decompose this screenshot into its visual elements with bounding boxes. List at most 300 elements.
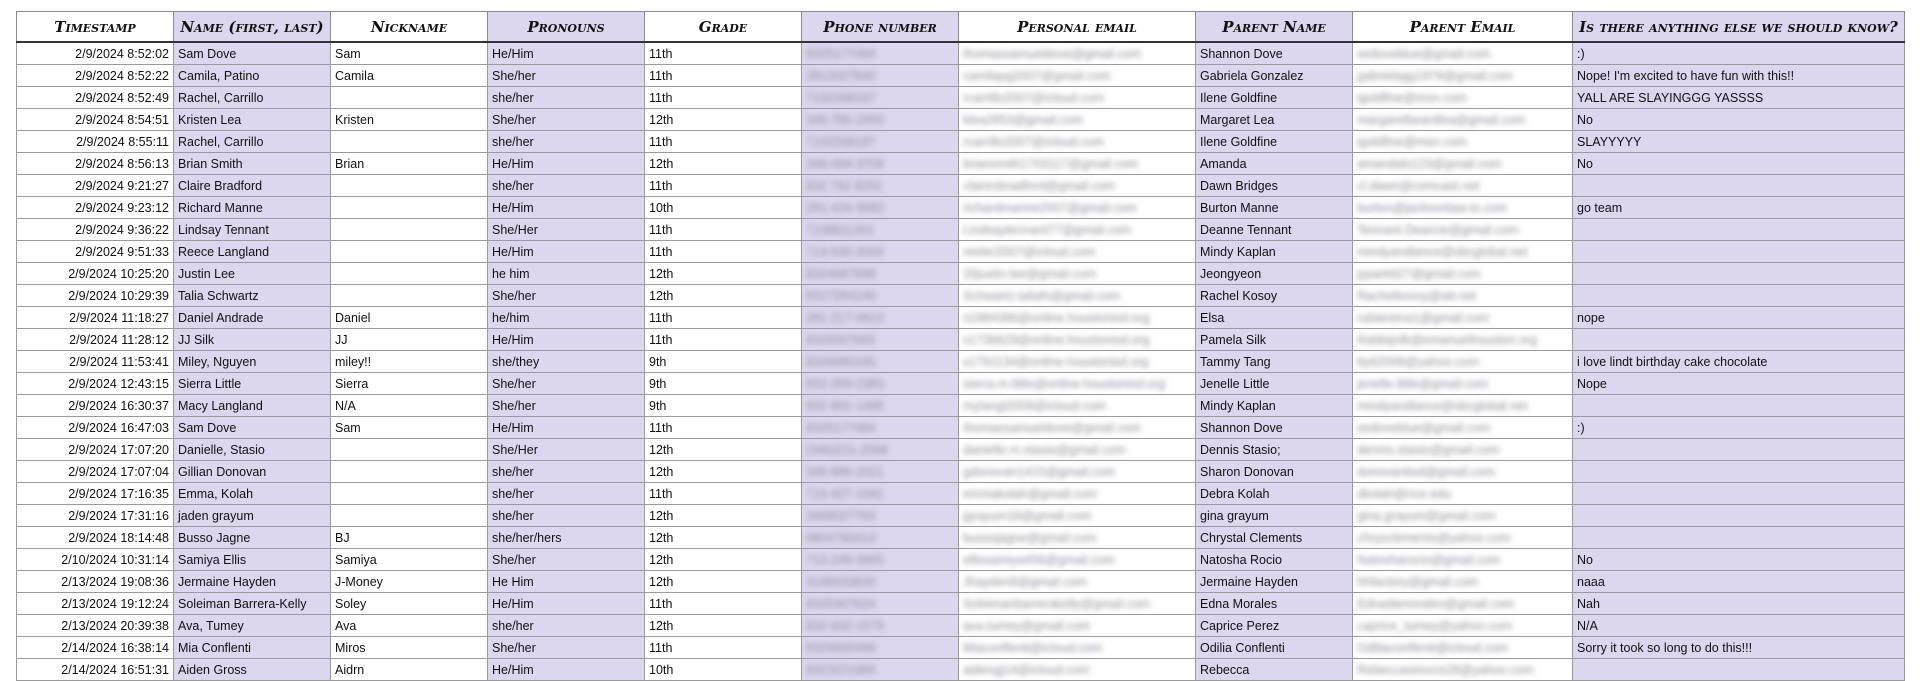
cell-parent-name[interactable]: Tammy Tang [1196, 351, 1353, 373]
cell-notes[interactable] [1573, 175, 1905, 197]
cell-grade[interactable]: 11th [645, 483, 802, 505]
cell-timestamp[interactable]: 2/9/2024 11:28:12 [17, 329, 174, 351]
cell-grade[interactable]: 11th [645, 329, 802, 351]
cell-parent-email[interactable] [1353, 131, 1573, 153]
cell-grade[interactable]: 10th [645, 659, 802, 681]
cell-nickname[interactable] [331, 483, 488, 505]
cell-pronouns[interactable]: She/Her [488, 439, 645, 461]
cell-phone-number[interactable] [802, 659, 959, 681]
cell-personal-email[interactable] [959, 109, 1196, 131]
cell-grade[interactable]: 11th [645, 637, 802, 659]
cell-nickname[interactable]: Daniel [331, 307, 488, 329]
cell-phone-number[interactable] [802, 241, 959, 263]
table-row[interactable] [17, 87, 1905, 109]
cell-nickname[interactable]: J-Money [331, 571, 488, 593]
cell-name[interactable]: Miley, Nguyen [174, 351, 331, 373]
cell-grade[interactable]: 12th [645, 109, 802, 131]
cell-parent-email[interactable] [1353, 417, 1573, 439]
cell-parent-name[interactable]: Amanda [1196, 153, 1353, 175]
cell-parent-name[interactable]: Shannon Dove [1196, 417, 1353, 439]
cell-pronouns[interactable]: She/Her [488, 219, 645, 241]
cell-parent-name[interactable]: Shannon Dove [1196, 42, 1353, 65]
cell-personal-email[interactable] [959, 175, 1196, 197]
cell-personal-email[interactable] [959, 571, 1196, 593]
cell-notes[interactable]: SLAYYYYY [1573, 131, 1905, 153]
cell-phone-number[interactable] [802, 615, 959, 637]
cell-personal-email[interactable] [959, 659, 1196, 681]
cell-personal-email[interactable] [959, 373, 1196, 395]
cell-notes[interactable]: naaa [1573, 571, 1905, 593]
cell-pronouns[interactable]: She/her [488, 637, 645, 659]
cell-name[interactable]: Sam Dove [174, 42, 331, 65]
cell-parent-name[interactable]: Burton Manne [1196, 197, 1353, 219]
table-row[interactable] [17, 241, 1905, 263]
cell-timestamp[interactable]: 2/9/2024 17:07:20 [17, 439, 174, 461]
cell-pronouns[interactable]: He/Him [488, 241, 645, 263]
cell-parent-email[interactable] [1353, 461, 1573, 483]
cell-nickname[interactable]: Camila [331, 65, 488, 87]
cell-timestamp[interactable]: 2/9/2024 8:54:51 [17, 109, 174, 131]
cell-phone-number[interactable] [802, 197, 959, 219]
cell-personal-email[interactable] [959, 307, 1196, 329]
table-row[interactable] [17, 153, 1905, 175]
cell-nickname[interactable]: Sam [331, 42, 488, 65]
cell-pronouns[interactable]: She/her [488, 549, 645, 571]
cell-grade[interactable]: 12th [645, 615, 802, 637]
cell-name[interactable]: Samiya Ellis [174, 549, 331, 571]
cell-pronouns[interactable]: she/her [488, 87, 645, 109]
cell-personal-email[interactable] [959, 153, 1196, 175]
cell-timestamp[interactable]: 2/9/2024 18:14:48 [17, 527, 174, 549]
cell-grade[interactable]: 11th [645, 593, 802, 615]
column-header-pronouns[interactable]: Pronouns [488, 12, 645, 43]
cell-parent-name[interactable]: Odilia Conflenti [1196, 637, 1353, 659]
cell-personal-email[interactable] [959, 527, 1196, 549]
cell-grade[interactable]: 9th [645, 373, 802, 395]
column-header-personal-email[interactable]: Personal email [959, 12, 1196, 43]
cell-parent-name[interactable]: Rachel Kosoy [1196, 285, 1353, 307]
cell-personal-email[interactable] [959, 417, 1196, 439]
cell-pronouns[interactable]: He Him [488, 571, 645, 593]
table-row[interactable] [17, 417, 1905, 439]
cell-name[interactable]: Talia Schwartz [174, 285, 331, 307]
cell-parent-name[interactable]: Ilene Goldfine [1196, 87, 1353, 109]
cell-phone-number[interactable] [802, 571, 959, 593]
cell-phone-number[interactable] [802, 373, 959, 395]
cell-name[interactable]: Rachel, Carrillo [174, 131, 331, 153]
cell-name[interactable]: Daniel Andrade [174, 307, 331, 329]
cell-parent-name[interactable]: Jenelle Little [1196, 373, 1353, 395]
cell-timestamp[interactable]: 2/9/2024 9:21:27 [17, 175, 174, 197]
cell-phone-number[interactable] [802, 153, 959, 175]
cell-parent-name[interactable]: Ilene Goldfine [1196, 131, 1353, 153]
cell-parent-name[interactable]: Gabriela Gonzalez [1196, 65, 1353, 87]
cell-parent-email[interactable] [1353, 65, 1573, 87]
cell-pronouns[interactable]: He/Him [488, 42, 645, 65]
cell-pronouns[interactable]: she/her [488, 505, 645, 527]
cell-parent-name[interactable]: Chrystal Clements [1196, 527, 1353, 549]
cell-notes[interactable] [1573, 461, 1905, 483]
cell-personal-email[interactable] [959, 461, 1196, 483]
cell-timestamp[interactable]: 2/9/2024 10:25:20 [17, 263, 174, 285]
cell-phone-number[interactable] [802, 263, 959, 285]
cell-notes[interactable] [1573, 483, 1905, 505]
table-row[interactable] [17, 593, 1905, 615]
cell-phone-number[interactable] [802, 329, 959, 351]
cell-grade[interactable]: 12th [645, 527, 802, 549]
cell-name[interactable]: Sam Dove [174, 417, 331, 439]
cell-nickname[interactable] [331, 263, 488, 285]
cell-notes[interactable] [1573, 439, 1905, 461]
cell-grade[interactable]: 12th [645, 439, 802, 461]
cell-timestamp[interactable]: 2/9/2024 8:52:22 [17, 65, 174, 87]
cell-personal-email[interactable] [959, 197, 1196, 219]
cell-phone-number[interactable] [802, 65, 959, 87]
cell-notes[interactable] [1573, 505, 1905, 527]
table-row[interactable] [17, 505, 1905, 527]
cell-name[interactable]: jaden grayum [174, 505, 331, 527]
cell-personal-email[interactable] [959, 219, 1196, 241]
cell-pronouns[interactable]: She/her [488, 65, 645, 87]
cell-nickname[interactable]: Samiya [331, 549, 488, 571]
cell-nickname[interactable] [331, 285, 488, 307]
cell-phone-number[interactable] [802, 527, 959, 549]
column-header-name[interactable]: Name (first, last) [174, 12, 331, 43]
cell-personal-email[interactable] [959, 329, 1196, 351]
cell-parent-email[interactable] [1353, 219, 1573, 241]
table-row[interactable] [17, 307, 1905, 329]
cell-nickname[interactable]: Brian [331, 153, 488, 175]
cell-name[interactable]: Kristen Lea [174, 109, 331, 131]
cell-timestamp[interactable]: 2/9/2024 8:55:11 [17, 131, 174, 153]
cell-notes[interactable]: No [1573, 153, 1905, 175]
cell-pronouns[interactable]: She/her [488, 373, 645, 395]
cell-grade[interactable]: 11th [645, 241, 802, 263]
cell-personal-email[interactable] [959, 87, 1196, 109]
cell-nickname[interactable]: miley!! [331, 351, 488, 373]
cell-nickname[interactable] [331, 87, 488, 109]
cell-parent-email[interactable] [1353, 615, 1573, 637]
cell-parent-email[interactable] [1353, 285, 1573, 307]
cell-pronouns[interactable]: He/Him [488, 593, 645, 615]
cell-notes[interactable] [1573, 219, 1905, 241]
cell-grade[interactable]: 12th [645, 505, 802, 527]
table-row[interactable] [17, 615, 1905, 637]
cell-pronouns[interactable]: She/her [488, 109, 645, 131]
cell-parent-name[interactable]: Deanne Tennant [1196, 219, 1353, 241]
cell-grade[interactable]: 12th [645, 263, 802, 285]
cell-nickname[interactable]: Sierra [331, 373, 488, 395]
cell-personal-email[interactable] [959, 483, 1196, 505]
cell-name[interactable]: Rachel, Carrillo [174, 87, 331, 109]
cell-timestamp[interactable]: 2/9/2024 11:53:41 [17, 351, 174, 373]
cell-name[interactable]: Danielle, Stasio [174, 439, 331, 461]
cell-parent-name[interactable]: Elsa [1196, 307, 1353, 329]
cell-personal-email[interactable] [959, 65, 1196, 87]
cell-notes[interactable]: Nope! I'm excited to have fun with this!! [1573, 65, 1905, 87]
table-row[interactable] [17, 131, 1905, 153]
cell-timestamp[interactable]: 2/9/2024 12:43:15 [17, 373, 174, 395]
cell-grade[interactable]: 11th [645, 307, 802, 329]
cell-pronouns[interactable]: He/Him [488, 153, 645, 175]
cell-timestamp[interactable]: 2/9/2024 8:56:13 [17, 153, 174, 175]
cell-name[interactable]: Emma, Kolah [174, 483, 331, 505]
cell-personal-email[interactable] [959, 505, 1196, 527]
cell-parent-name[interactable]: Dawn Bridges [1196, 175, 1353, 197]
cell-timestamp[interactable]: 2/13/2024 19:12:24 [17, 593, 174, 615]
cell-name[interactable]: Claire Bradford [174, 175, 331, 197]
cell-parent-name[interactable]: gina grayum [1196, 505, 1353, 527]
cell-pronouns[interactable]: she/her [488, 615, 645, 637]
table-row[interactable] [17, 175, 1905, 197]
cell-personal-email[interactable] [959, 241, 1196, 263]
cell-phone-number[interactable] [802, 483, 959, 505]
cell-grade[interactable]: 11th [645, 87, 802, 109]
cell-name[interactable]: Justin Lee [174, 263, 331, 285]
cell-parent-name[interactable]: Debra Kolah [1196, 483, 1353, 505]
cell-pronouns[interactable]: He/Him [488, 329, 645, 351]
cell-personal-email[interactable] [959, 351, 1196, 373]
cell-nickname[interactable] [331, 505, 488, 527]
cell-phone-number[interactable] [802, 219, 959, 241]
cell-phone-number[interactable] [802, 417, 959, 439]
cell-notes[interactable]: N/A [1573, 615, 1905, 637]
cell-timestamp[interactable]: 2/9/2024 9:51:33 [17, 241, 174, 263]
cell-timestamp[interactable]: 2/9/2024 11:18:27 [17, 307, 174, 329]
cell-nickname[interactable]: Sam [331, 417, 488, 439]
cell-parent-email[interactable] [1353, 571, 1573, 593]
cell-notes[interactable]: nope [1573, 307, 1905, 329]
column-header-timestamp[interactable]: Timestamp [17, 12, 174, 43]
cell-timestamp[interactable]: 2/13/2024 19:08:36 [17, 571, 174, 593]
cell-name[interactable]: Camila, Patino [174, 65, 331, 87]
cell-parent-email[interactable] [1353, 153, 1573, 175]
cell-parent-email[interactable] [1353, 109, 1573, 131]
cell-phone-number[interactable] [802, 109, 959, 131]
cell-grade[interactable]: 12th [645, 549, 802, 571]
table-row[interactable] [17, 483, 1905, 505]
cell-timestamp[interactable]: 2/9/2024 17:16:35 [17, 483, 174, 505]
cell-personal-email[interactable] [959, 131, 1196, 153]
cell-nickname[interactable]: BJ [331, 527, 488, 549]
cell-grade[interactable]: 9th [645, 395, 802, 417]
cell-parent-name[interactable]: Pamela Silk [1196, 329, 1353, 351]
cell-pronouns[interactable]: He/Him [488, 197, 645, 219]
cell-name[interactable]: Brian Smith [174, 153, 331, 175]
table-row[interactable] [17, 637, 1905, 659]
cell-parent-email[interactable] [1353, 42, 1573, 65]
cell-phone-number[interactable] [802, 637, 959, 659]
cell-notes[interactable]: :) [1573, 42, 1905, 65]
column-header-parent-email[interactable]: Parent Email [1353, 12, 1573, 43]
column-header-parent-name[interactable]: Parent Name [1196, 12, 1353, 43]
cell-grade[interactable]: 11th [645, 219, 802, 241]
cell-parent-name[interactable]: Rebecca [1196, 659, 1353, 681]
cell-timestamp[interactable]: 2/9/2024 10:29:39 [17, 285, 174, 307]
cell-parent-email[interactable] [1353, 263, 1573, 285]
cell-notes[interactable]: Sorry it took so long to do this!!! [1573, 637, 1905, 659]
cell-nickname[interactable] [331, 131, 488, 153]
cell-pronouns[interactable]: she/her [488, 131, 645, 153]
table-row[interactable] [17, 65, 1905, 87]
cell-phone-number[interactable] [802, 505, 959, 527]
cell-phone-number[interactable] [802, 461, 959, 483]
cell-timestamp[interactable]: 2/14/2024 16:38:14 [17, 637, 174, 659]
cell-grade[interactable]: 11th [645, 42, 802, 65]
cell-grade[interactable]: 11th [645, 417, 802, 439]
cell-parent-email[interactable] [1353, 483, 1573, 505]
cell-notes[interactable]: i love lindt birthday cake chocolate [1573, 351, 1905, 373]
cell-parent-name[interactable]: Natosha Rocio [1196, 549, 1353, 571]
cell-notes[interactable] [1573, 285, 1905, 307]
cell-timestamp[interactable]: 2/9/2024 16:30:37 [17, 395, 174, 417]
cell-notes[interactable] [1573, 329, 1905, 351]
column-header-nickname[interactable]: Nickname [331, 12, 488, 43]
cell-name[interactable]: Lindsay Tennant [174, 219, 331, 241]
cell-grade[interactable]: 12th [645, 571, 802, 593]
cell-parent-email[interactable] [1353, 637, 1573, 659]
cell-phone-number[interactable] [802, 351, 959, 373]
cell-pronouns[interactable]: she/they [488, 351, 645, 373]
table-row[interactable] [17, 285, 1905, 307]
table-row[interactable] [17, 571, 1905, 593]
table-row[interactable] [17, 42, 1905, 65]
cell-parent-email[interactable] [1353, 439, 1573, 461]
table-row[interactable] [17, 263, 1905, 285]
table-row[interactable] [17, 329, 1905, 351]
cell-phone-number[interactable] [802, 131, 959, 153]
cell-timestamp[interactable]: 2/13/2024 20:39:38 [17, 615, 174, 637]
cell-personal-email[interactable] [959, 549, 1196, 571]
cell-grade[interactable]: 12th [645, 153, 802, 175]
column-header-grade[interactable]: Grade [645, 12, 802, 43]
table-row[interactable] [17, 461, 1905, 483]
cell-grade[interactable]: 11th [645, 131, 802, 153]
cell-timestamp[interactable]: 2/9/2024 17:07:04 [17, 461, 174, 483]
cell-personal-email[interactable] [959, 637, 1196, 659]
cell-nickname[interactable]: Ava [331, 615, 488, 637]
cell-grade[interactable]: 10th [645, 197, 802, 219]
cell-grade[interactable]: 11th [645, 175, 802, 197]
cell-nickname[interactable] [331, 197, 488, 219]
cell-nickname[interactable] [331, 175, 488, 197]
cell-notes[interactable]: Nah [1573, 593, 1905, 615]
cell-name[interactable]: Gillian Donovan [174, 461, 331, 483]
cell-nickname[interactable]: Soley [331, 593, 488, 615]
cell-parent-name[interactable]: Jeongyeon [1196, 263, 1353, 285]
cell-parent-email[interactable] [1353, 549, 1573, 571]
cell-name[interactable]: Sierra Little [174, 373, 331, 395]
column-header-phone-number[interactable]: Phone number [802, 12, 959, 43]
cell-parent-email[interactable] [1353, 241, 1573, 263]
cell-name[interactable]: Busso Jagne [174, 527, 331, 549]
cell-phone-number[interactable] [802, 175, 959, 197]
cell-pronouns[interactable]: she/her [488, 461, 645, 483]
cell-pronouns[interactable]: he him [488, 263, 645, 285]
cell-parent-email[interactable] [1353, 307, 1573, 329]
cell-name[interactable]: Richard Manne [174, 197, 331, 219]
cell-notes[interactable]: :) [1573, 417, 1905, 439]
cell-notes[interactable] [1573, 241, 1905, 263]
cell-parent-name[interactable]: Mindy Kaplan [1196, 241, 1353, 263]
cell-notes[interactable]: No [1573, 109, 1905, 131]
cell-pronouns[interactable]: she/her/hers [488, 527, 645, 549]
cell-name[interactable]: Soleiman Barrera-Kelly [174, 593, 331, 615]
cell-parent-email[interactable] [1353, 175, 1573, 197]
table-row[interactable] [17, 373, 1905, 395]
cell-parent-name[interactable]: Mindy Kaplan [1196, 395, 1353, 417]
cell-name[interactable]: Aiden Gross [174, 659, 331, 681]
cell-parent-name[interactable]: Dennis Stasio; [1196, 439, 1353, 461]
cell-phone-number[interactable] [802, 87, 959, 109]
cell-parent-email[interactable] [1353, 197, 1573, 219]
cell-name[interactable]: Ava, Tumey [174, 615, 331, 637]
cell-parent-email[interactable] [1353, 87, 1573, 109]
cell-pronouns[interactable]: she/her [488, 483, 645, 505]
cell-name[interactable]: JJ Silk [174, 329, 331, 351]
cell-parent-name[interactable]: Sharon Donovan [1196, 461, 1353, 483]
cell-timestamp[interactable]: 2/9/2024 9:23:12 [17, 197, 174, 219]
cell-nickname[interactable]: Kristen [331, 109, 488, 131]
table-row[interactable] [17, 351, 1905, 373]
cell-personal-email[interactable] [959, 615, 1196, 637]
cell-personal-email[interactable] [959, 42, 1196, 65]
cell-phone-number[interactable] [802, 549, 959, 571]
cell-nickname[interactable] [331, 241, 488, 263]
cell-personal-email[interactable] [959, 395, 1196, 417]
table-row[interactable] [17, 549, 1905, 571]
cell-parent-name[interactable]: Caprice Perez [1196, 615, 1353, 637]
cell-parent-email[interactable] [1353, 659, 1573, 681]
cell-pronouns[interactable]: She/her [488, 395, 645, 417]
cell-notes[interactable]: Nope [1573, 373, 1905, 395]
cell-notes[interactable]: go team [1573, 197, 1905, 219]
cell-timestamp[interactable]: 2/9/2024 8:52:02 [17, 42, 174, 65]
cell-phone-number[interactable] [802, 395, 959, 417]
cell-parent-email[interactable] [1353, 505, 1573, 527]
table-row[interactable] [17, 439, 1905, 461]
table-row[interactable] [17, 527, 1905, 549]
cell-notes[interactable]: No [1573, 549, 1905, 571]
cell-parent-name[interactable]: Edna Morales [1196, 593, 1353, 615]
cell-pronouns[interactable]: he/him [488, 307, 645, 329]
cell-name[interactable]: Mia Conflenti [174, 637, 331, 659]
cell-grade[interactable]: 9th [645, 351, 802, 373]
cell-parent-name[interactable]: Jermaine Hayden [1196, 571, 1353, 593]
cell-personal-email[interactable] [959, 285, 1196, 307]
column-header-notes[interactable]: Is there anything else we should know? [1573, 12, 1905, 43]
table-row[interactable] [17, 395, 1905, 417]
cell-parent-email[interactable] [1353, 527, 1573, 549]
cell-parent-email[interactable] [1353, 395, 1573, 417]
cell-grade[interactable]: 11th [645, 65, 802, 87]
cell-timestamp[interactable]: 2/9/2024 8:52:49 [17, 87, 174, 109]
cell-parent-name[interactable]: Margaret Lea [1196, 109, 1353, 131]
cell-nickname[interactable]: Aidrn [331, 659, 488, 681]
cell-name[interactable]: Jermaine Hayden [174, 571, 331, 593]
table-row[interactable] [17, 197, 1905, 219]
cell-parent-email[interactable] [1353, 351, 1573, 373]
cell-pronouns[interactable]: He/Him [488, 659, 645, 681]
cell-phone-number[interactable] [802, 42, 959, 65]
cell-parent-email[interactable] [1353, 373, 1573, 395]
table-row[interactable] [17, 109, 1905, 131]
table-row[interactable] [17, 659, 1905, 681]
cell-phone-number[interactable] [802, 307, 959, 329]
cell-notes[interactable] [1573, 395, 1905, 417]
cell-timestamp[interactable]: 2/9/2024 17:31:16 [17, 505, 174, 527]
cell-personal-email[interactable] [959, 593, 1196, 615]
